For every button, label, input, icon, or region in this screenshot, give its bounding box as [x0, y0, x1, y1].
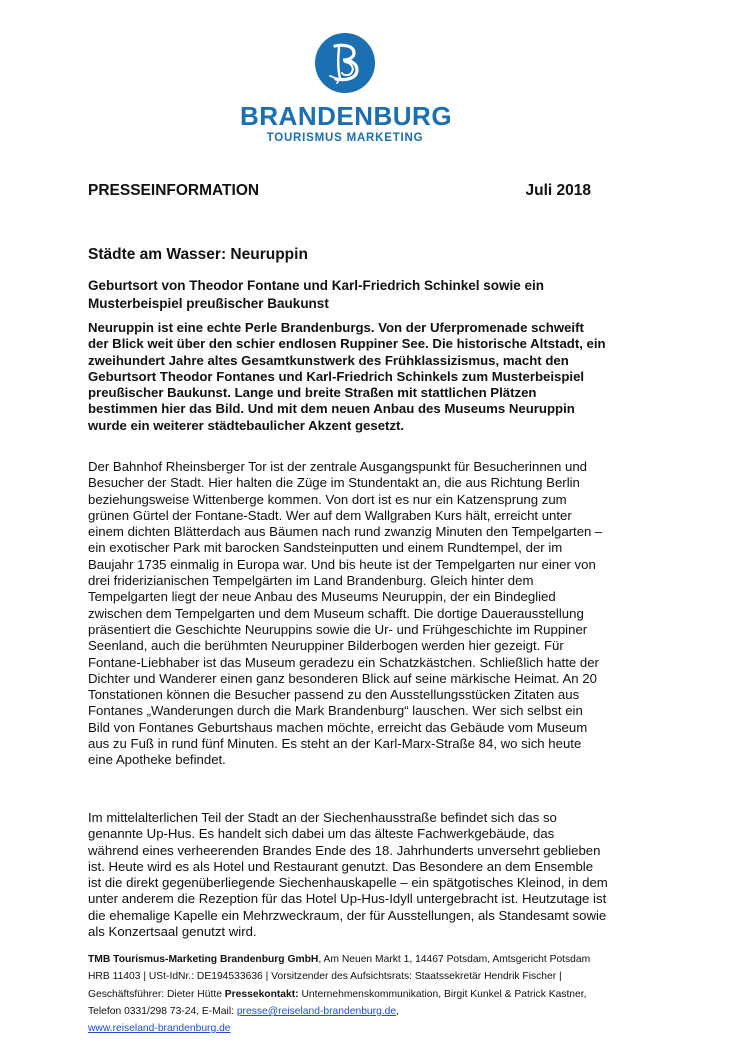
- article-title: Städte am Wasser: Neuruppin: [88, 246, 308, 263]
- article-paragraph: Im mittelalterlichen Teil der Stadt an der Siechenhausstraße befindet sich das so genannte Up-Hus. Es handelt sich dabei um das älteste Fachwerkgebäude, das während eines verheerenden Brandes Ende des 18. Jahrhunderts unversehrt geblieben ist. Heute wird es als Hotel und Restaurant genutzt. Das Besondere an dem Ensemble ist die direkt gegenüberliegende Siechenhauskapelle – ein spätgotisches Kleinod, in dem unter anderem die Rezeption für das Hotel Up-Hus-Idyll untergebracht ist. Heutzutage ist die ehemalige Kapelle ein Mehrzweckraum, der für Ausstellungen, als Standesamt sowie als Konzertsaal genutzt wird.: [88, 810, 608, 940]
- footer-contact: Unternehmenskommunikation, Birgit Kunkel & Patrick Kastner, Telefon 0331/298 73-24, E-Mail:: [88, 988, 587, 1017]
- press-header: [88, 182, 591, 204]
- brand-logo: [240, 32, 453, 145]
- footer-address: , Am Neuen Markt 1, 14467 Potsdam, Amtsgericht Potsdam HRB 11403 | USt-IdNr.: DE194533636 | Vorsitzender des Aufsichtsrats: Staatssekretär Hendrik Fischer | Geschäftsführer: Dieter Hütte: [88, 954, 591, 1000]
- footer-contact-label: Pressekontakt:: [224, 988, 299, 1000]
- press-date: Juli 2018: [525, 182, 591, 199]
- brand-name: BRANDENBURG: [240, 101, 453, 131]
- article-lead: Neuruppin ist eine echte Perle Brandenburgs. Von der Uferpromenade schweift der Blick weit über den schier endlosen Ruppiner See. Die historische Altstadt, ein zweihundert Jahre altes Gesamtkunstwerk des Frühklassizismus, macht den Geburtsort Theodor Fontanes und Karl-Friedrich Schinkels zum Musterbeispiel preußischer Baukunst. Lange und breite Straßen mit stattlichen Plätzen bestimmen hier das Bild. Und mit dem neuen Anbau des Museums Neuruppin wurde ein weiterer städtebaulicher Akzent gesetzt.: [88, 320, 606, 433]
- footer-imprint: [88, 951, 608, 1037]
- brandenburg-logo-icon: [314, 32, 376, 94]
- press-label: PRESSEINFORMATION: [88, 182, 260, 199]
- brand-tagline: TOURISMUS MARKETING: [266, 132, 424, 144]
- footer-separator: ,: [396, 1005, 399, 1017]
- website-link[interactable]: www.reiseland-brandenburg.de: [88, 1023, 231, 1035]
- email-link[interactable]: presse@reiseland-brandenburg.de: [236, 1005, 397, 1017]
- article-paragraph: Der Bahnhof Rheinsberger Tor ist der zentrale Ausgangspunkt für Besucherinnen und Besucher der Stadt. Hier halten die Züge im Stundentakt an, die aus Richtung Berlin beziehungsweise Wittenberge kommen. Von dort ist es nur ein Katzensprung zum grünen Gürtel der Fontane-Stadt. Wer auf dem Wallgraben Kurs hält, erreicht unter einem dichten Blätterdach aus Bäumen nach rund zwanzig Minuten den Tempelgarten – ein exotischer Park mit barocken Sandsteinputten und einem Rundtempel, der im Baujahr 1735 einmalig in Europa war. Und bis heute ist der Tempelgarten nur einer von drei friderizianischen Tempelgärten im Land Brandenburg. Gleich hinter dem Tempelgarten liegt der neue Anbau des Museums Neuruppin, der ein Bindeglied zwischen dem Tempelgarten und dem Museum schafft. Die dortige Dauerausstellung präsentiert die Geschichte Neuruppins sowie die Ur- und Frühgeschichte im Ruppiner Seenland, auch die berühmten Neuruppiner Bilderbogen werden hier gezeigt. Für Fontane-Liebhaber ist das Museum geradezu ein Schatzkästchen. Schließlich hatte der Dichter und Wanderer einen ganz besonderen Blick auf seine märkische Heimat. An 20 Tonstationen können die Besucher passend zu den Ausstellungsstücken Zitaten aus Fontanes „Wanderungen durch die Mark Brandenburg“ lauschen. Wer sich selbst ein Bild von Fontanes Geburtshaus machen möchte, erreicht das Gebäude vom Museum aus zu Fuß in rund fünf Minuten. Es steht an der Karl-Marx-Straße 84, wo sich heute eine Apotheke befindet.: [88, 459, 603, 768]
- footer-company: TMB Tourismus-Marketing Brandenburg GmbH: [88, 954, 319, 965]
- article-subtitle: Geburtsort von Theodor Fontane und Karl-Friedrich Schinkel sowie ein Musterbeispiel preußischer Baukunst: [88, 278, 545, 311]
